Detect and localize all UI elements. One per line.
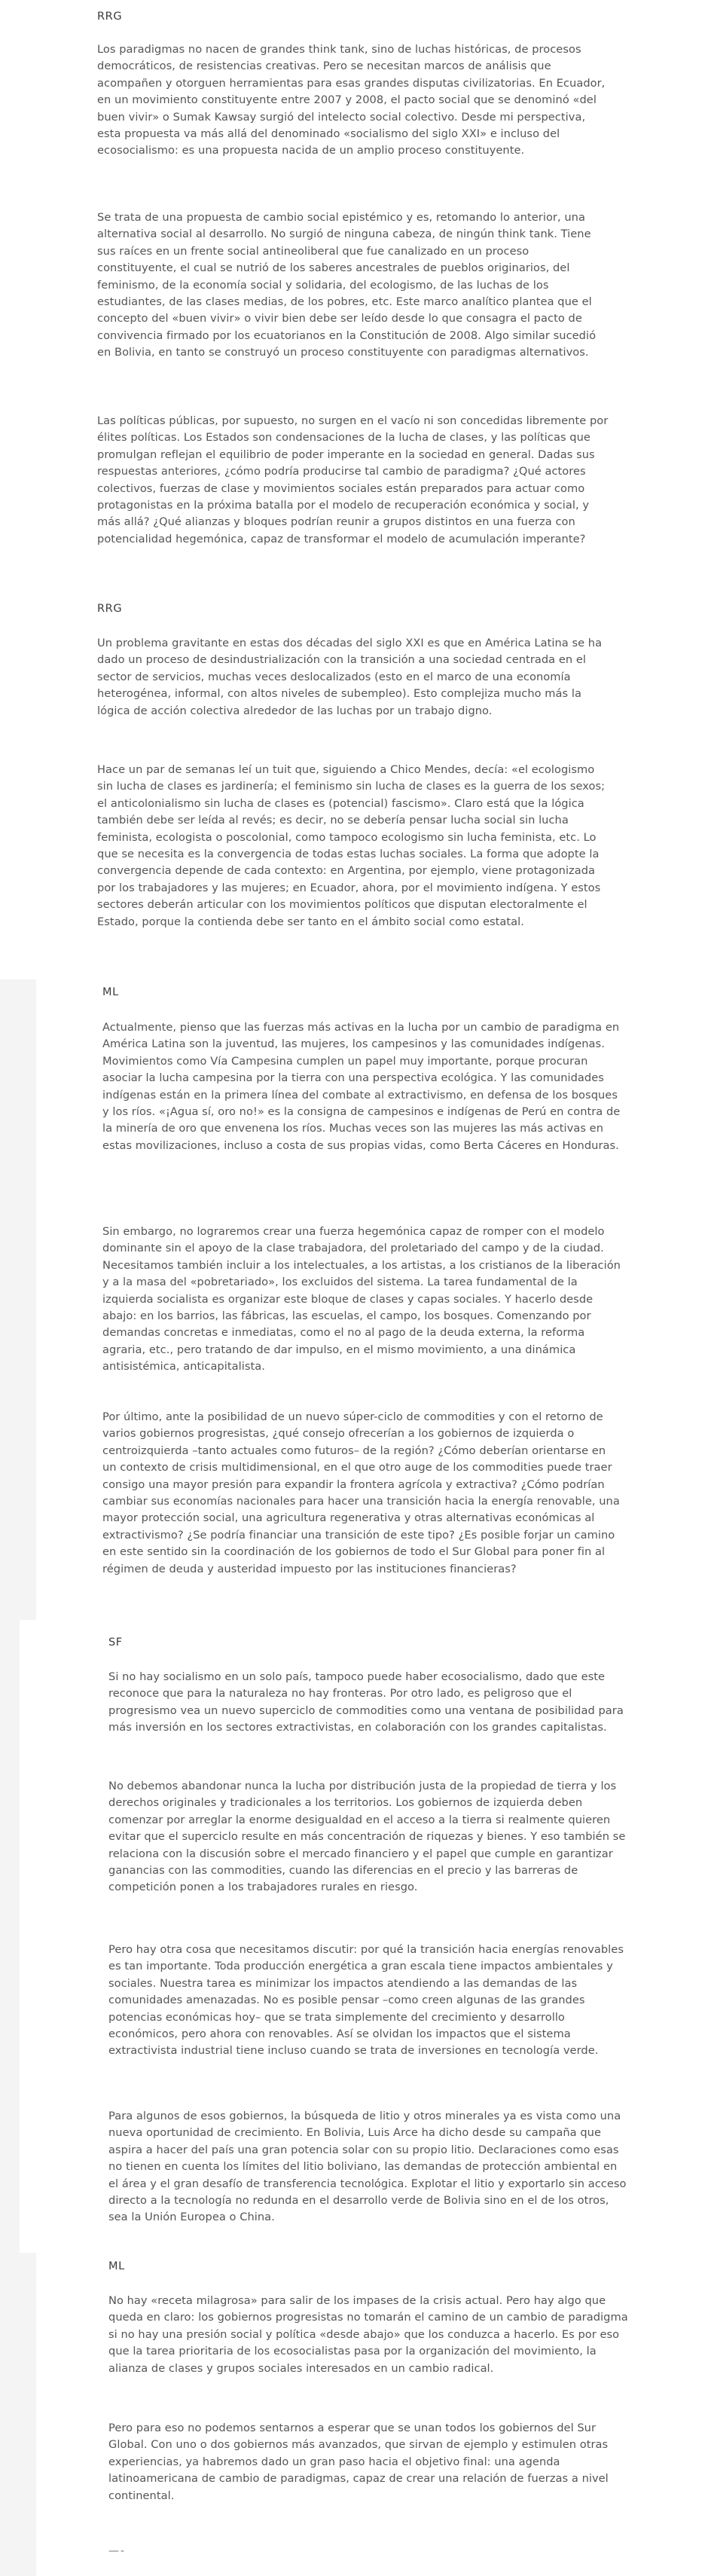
paragraph: Para algunos de esos gobiernos, la búsqueda de litio y otros minerales ya es vista como una nueva oportunidad de crecimiento. En Bolivia, Luis Arce ha dicho desde su campaña que aspira a hacer del país una gran potencia solar con su propio litio. Declaraciones como esas no tienen en cuenta los límites del litio boliviano, las demandas de protección ambiental en el área y el gran desafío de transferencia tecnológica. Explotar el litio y exportarlo sin acceso directo a la tecnología no redunda en el desarrollo verde de Bolivia sino en el de los otros, sea la Unión Europea o China. xyxy=(108,2110,627,2224)
page-margin-left xyxy=(0,979,36,1620)
paragraph: Las políticas públicas, por supuesto, no surgen en el vacío ni son concedidas libremente por élites políticas. Los Estados son condensaciones de la lucha de clases, y las políticas que promulgan reflejan el equilibrio de poder imperante en la sociedad en general. Dadas sus respuestas anteriores, ¿cómo podría producirse tal cambio de paradigma? ¿Qué actores colectivos, fuerzas de clase y movimientos sociales están preparados para actuar como protagonistas en la próxima batalla por el modelo de recuperación económica y social, y más allá? ¿Qué alianzas y bloques podrían reunir a grupos distintos en una fuerza con potencialidad hegemónica, capaz de transformar el modelo de acumulación imperante? xyxy=(97,414,609,545)
speaker-label: ML xyxy=(102,986,119,998)
paragraph: Pero hay otra cosa que necesitamos discutir: por qué la transición hacia energías renovables es tan importante. Toda producción energética a gran escala tiene impactos ambientales y sociales. Nuestra tarea es minimizar los impactos atendiendo a las demandas de las comunidades amenazadas. No es posible pensar –como creen algunas de las grandes potencias económicas hoy– que se trata simplemente del crecimiento y desarrollo económicos, pero ahora con renovables. Así se olvidan los impactos que el sistema extractivista industrial tiene incluso cuando se trata de inversiones en tecnología verde. xyxy=(108,1943,624,2058)
speaker-label: RRG xyxy=(97,11,123,23)
paragraph: Sin embargo, no lograremos crear una fuerza hegemónica capaz de romper con el modelo dominante sin el apoyo de la clase trabajadora, del proletariado del campo y de la ciudad. Necesitamos también incluir a los intelectuales, a los artistas, a los cristianos de la liberación y a la masa del «pobretariado», los excluidos del sistema. La tarea fundamental de la izquierda socialista es organizar este bloque de clases y capas sociales. Y hacerlo desde abajo: en los barrios, las fábricas, las escuelas, el campo, los bosques. Comenzando por demandas concretas e inmediatas, como el no al pago de la deuda externa, la reforma agraria, etc., pero tratando de dar impulso, en el mismo movimiento, a una dinámica antisistémica, anticapitalista. xyxy=(102,1225,621,1374)
paragraph: Si no hay socialismo en un solo país, tampoco puede haber ecosocialismo, dado que este reconoce que para la naturaleza no hay fronteras. Por otro lado, es peligroso que el progresismo vea un nuevo superciclo de commodities como una ventana de posibilidad para más inversión en los sectores extractivistas, en colaboración con los grandes capitalistas. xyxy=(108,1670,624,1734)
paragraph: Por último, ante la posibilidad de un nuevo súper-ciclo de commodities y con el retorno de varios gobiernos progresistas, ¿qué consejo ofrecerían a los gobiernos de izquierda o centroizquierda –tanto actuales como futuros– de la región? ¿Cómo deberían orientarse en un contexto de crisis multidimensional, en el que otro auge de los commodities puede traer consigo una mayor presión para expandir la frontera agrícola y extractiva? ¿Cómo podrían cambiar sus economías nacionales para hacer una transición hacia la energía renovable, una mayor protección social, una agricultura regenerativa y otras alternativas económicas al extractivismo? ¿Se podría financiar una transición de este tipo? ¿Es posible forjar un camino en este sentido sin la coordinación de los gobiernos de todo el Sur Global para poner fin al régimen de deuda y austeridad impuesto por las instituciones financieras? xyxy=(102,1410,620,1575)
speaker-label: RRG xyxy=(97,603,123,615)
paragraph: Pero para eso no podemos sentarnos a esperar que se unan todos los gobiernos del Sur Global. Con uno o dos gobiernos más avanzados, que sirvan de ejemplo y estimulen otras experiencias, ya habremos dado un gran paso hacia el objetivo final: una agenda latinoamericana de cambio de paradigmas, capaz de crear una relación de fuerzas a nivel continental. xyxy=(108,2422,609,2502)
paragraph: Actualmente, pienso que las fuerzas más activas en la lucha por un cambio de paradigma en América Latina son la juventud, las mujeres, los campesinos y las comunidades indígenas. Movimientos como Vía Campesina cumplen un papel muy importante, porque procuran asociar la lucha campesina por la tierra con una perspectiva ecológica. Y las comunidades indígenas están en la primera línea del combate al extractivismo, en defensa de los bosques y los ríos. «¡Agua sí, oro no!» es la consigna de campesinos e indígenas de Perú en contra de la minería de oro que envenena los ríos. Muchas veces son las mujeres las más activas en estas movilizaciones, incluso a costa de sus propias vidas, como Berta Cáceres en Honduras. xyxy=(102,1021,621,1152)
paragraph: Los paradigmas no nacen de grandes think tank, sino de luchas históricas, de procesos democráticos, de resistencias creativas. Pero se necesitan marcos de análisis que acompañen y otorguen herramientas para esas grandes disputas civilizatorias. En Ecuador, en un movimiento constituyente entre 2007 y 2008, el pacto social que se denominó «del buen vivir» o Sumak Kawsay surgió del intelecto social colectivo. Desde mi perspectiva, esta propuesta va más allá del denominado «socialismo del siglo XXI» e incluso del ecosocialismo: es una propuesta nacida de un amplio proceso constituyente. xyxy=(97,43,606,157)
page-margin-left xyxy=(0,1620,20,2253)
speaker-label: SF xyxy=(108,1636,123,1649)
speaker-label: ML xyxy=(108,2260,125,2272)
page-margin-left xyxy=(0,2253,36,2576)
paragraph: Hace un par de semanas leí un tuit que, siguiendo a Chico Mendes, decía: «el ecologismo sin lucha de clases es jardinería; el feminismo sin lucha de clases es la guerra de los sexos; el anticolonialismo sin lucha de clases es (potencial) fascismo». Claro está que la lógica también debe ser leída al revés; es decir, no se debería pensar lucha social sin lucha feminista, ecologista o poscolonial, como tampoco ecologismo sin lucha feminista, etc. Lo que se necesita es la convergencia de todas estas luchas sociales. La forma que adopte la convergencia depende de cada contexto: en Argentina, por ejemplo, viene protagonizada por los trabajadores y las mujeres; en Ecuador, ahora, por el movimiento indígena. Y estos sectores deberán articular con los movimientos políticos que disputan electoralmente el Estado, porque la contienda debe ser tanto en el ámbito social como estatal. xyxy=(97,763,606,928)
end-mark: —- xyxy=(108,2545,127,2557)
paragraph: No hay «receta milagrosa» para salir de los impases de la crisis actual. Pero hay algo que queda en claro: los gobiernos progresistas no tomarán el camino de un cambio de paradigma si no hay una presión social y política «desde abajo» que los conduzca a hacerlo. Es por eso que la tarea prioritaria de los ecosocialistas pasa por la organización del movimiento, la alianza de clases y grupos sociales interesados en un cambio radical. xyxy=(108,2294,628,2375)
paragraph: Un problema gravitante en estas dos décadas del siglo XXI es que en América Latina se ha dado un proceso de desindustrialización con la transición a una sociedad centrada en el sector de servicios, muchas veces deslocalizados (esto en el marco de una economía heterogénea, informal, con altos niveles de subempleo). Esto complejiza mucho más la lógica de acción colectiva alrededor de las luchas por un trabajo digno. xyxy=(97,637,603,717)
paragraph: Se trata de una propuesta de cambio social epistémico y es, retomando lo anterior, una alternativa social al desarrollo. No surgió de ninguna cabeza, de ningún think tank. Tiene sus raíces en un frente social antineoliberal que fue canalizado en un proceso constituyente, el cual se nutrió de los saberes ancestrales de pueblos originarios, del feminismo, de la economía social y solidaria, del ecologismo, de las luchas de los estudiantes, de las clases medias, de los pobres, etc. Este marco analítico plantea que el concepto del «buen vivir» o vivir bien debe ser leído desde lo que consagra el pacto de convivencia firmado por los ecuatorianos en la Constitución de 2008. Algo similar sucedió en Bolivia, en tanto se construyó un proceso constituyente con paradigmas alternativos. xyxy=(97,211,597,359)
paragraph: No debemos abandonar nunca la lucha por distribución justa de la propiedad de tierra y los derechos originales y tradicionales a los territorios. Los gobiernos de izquierda deben comenzar por arreglar la enorme desigualdad en el acceso a la tierra si realmente quieren evitar que el superciclo resulte en más concentración de riquezas y bienes. Y eso también se relaciona con la discusión sobre el mercado financiero y el papel que cumple en garantizar ganancias con las commodities, cuando las diferencias en el precio y las barreras de competición ponen a los trabajadores rurales en riesgo. xyxy=(108,1780,626,1894)
